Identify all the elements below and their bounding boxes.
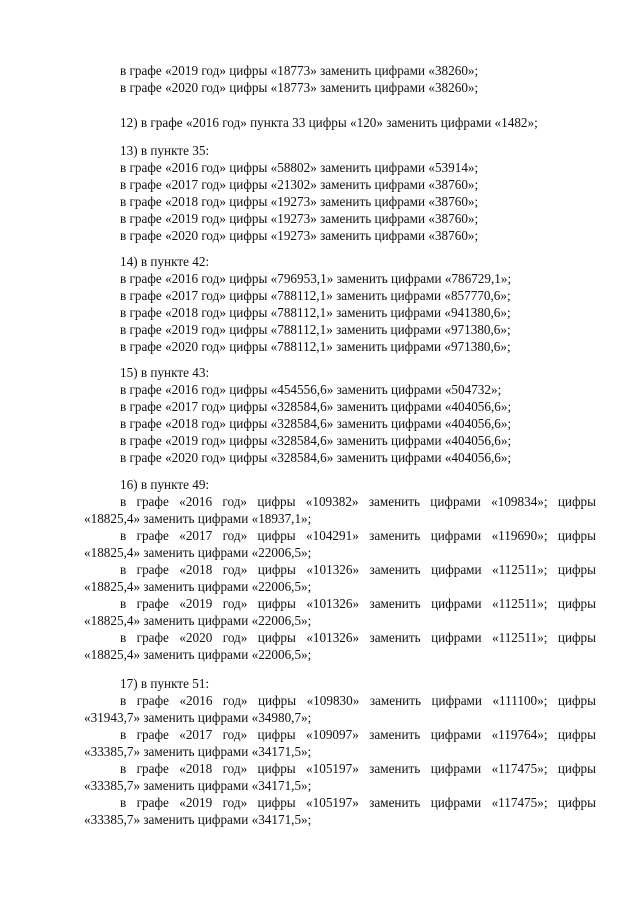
text-line: «18825,4» заменить цифрами «22006,5»; xyxy=(84,613,312,628)
text-line: в графе «2019 год» цифры «328584,6» заменить цифрами «404056,6»; xyxy=(120,433,512,448)
text-line: «33385,7» заменить цифрами «34171,5»; xyxy=(84,744,312,759)
item-heading: 12) в графе «2016 год» пункта 33 цифры «120» заменить цифрами «1482»; xyxy=(120,115,538,130)
item-heading: 16) в пункте 49: xyxy=(120,477,210,492)
text-line: «18825,4» заменить цифрами «22006,5»; xyxy=(84,647,312,662)
text-line: в графе «2016 год» цифры «796953,1» заменить цифрами «786729,1»; xyxy=(120,271,512,286)
text-line: в графе «2016 год» цифры «109830» заменить цифрами «111100»; цифры xyxy=(120,693,596,708)
text-line: в графе «2020 год» цифры «19273» заменить цифрами «38760»; xyxy=(120,228,479,243)
text-line: «33385,7» заменить цифрами «34171,5»; xyxy=(84,812,312,827)
text-line: в графе «2016 год» цифры «109382» заменить цифрами «109834»; цифры xyxy=(120,494,596,509)
amendment-block-15 xyxy=(84,364,596,466)
text-line: в графе «2017 год» цифры «21302» заменить цифрами «38760»; xyxy=(120,177,479,192)
text-line: «33385,7» заменить цифрами «34171,5»; xyxy=(84,778,312,793)
text-line: в графе «2018 год» цифры «101326» заменить цифрами «112511»; цифры xyxy=(120,562,596,577)
item-heading: 15) в пункте 43: xyxy=(120,365,210,380)
text-line: в графе «2020 год» цифры «788112,1» заменить цифрами «971380,6»; xyxy=(120,339,511,354)
amendment-block-12 xyxy=(84,114,596,131)
text-line: в графе «2019 год» цифры «19273» заменить цифрами «38760»; xyxy=(120,211,479,226)
text-line: в графе «2016 год» цифры «58802» заменить цифрами «53914»; xyxy=(120,160,479,175)
text-line: в графе «2018 год» цифры «19273» заменить цифрами «38760»; xyxy=(120,194,479,209)
text-line: «18825,4» заменить цифрами «18937,1»; xyxy=(84,511,312,526)
text-line: «18825,4» заменить цифрами «22006,5»; xyxy=(84,579,312,594)
text-line: «31943,7» заменить цифрами «34980,7»; xyxy=(84,710,312,725)
text-line: в графе «2018 год» цифры «328584,6» заменить цифрами «404056,6»; xyxy=(120,416,512,431)
amendment-block-17 xyxy=(84,675,596,828)
text-line: в графе «2020 год» цифры «101326» заменить цифрами «112511»; цифры xyxy=(120,630,596,645)
text-line: в графе «2019 год» цифры «105197» заменить цифрами «117475»; цифры xyxy=(120,795,596,810)
amendment-block-13 xyxy=(84,142,596,244)
item-heading: 13) в пункте 35: xyxy=(120,143,210,158)
text-line: в графе «2016 год» цифры «454556,6» заменить цифрами «504732»; xyxy=(120,382,502,397)
text-line: в графе «2018 год» цифры «788112,1» заменить цифрами «941380,6»; xyxy=(120,305,511,320)
text-line: «18825,4» заменить цифрами «22006,5»; xyxy=(84,545,312,560)
text-line: в графе «2019 год» цифры «18773» заменить цифрами «38260»; xyxy=(120,63,479,78)
text-line: в графе «2020 год» цифры «18773» заменить цифрами «38260»; xyxy=(120,80,479,95)
text-line: в графе «2018 год» цифры «105197» заменить цифрами «117475»; цифры xyxy=(120,761,596,776)
item-heading: 17) в пункте 51: xyxy=(120,676,210,691)
text-line: в графе «2019 год» цифры «101326» заменить цифрами «112511»; цифры xyxy=(120,596,596,611)
text-line: в графе «2017 год» цифры «104291» заменить цифрами «119690»; цифры xyxy=(120,528,596,543)
amendment-block-16 xyxy=(84,476,596,663)
amendment-block-14 xyxy=(84,253,596,355)
amendment-block-continuation xyxy=(84,62,596,96)
text-line: в графе «2020 год» цифры «328584,6» заменить цифрами «404056,6»; xyxy=(120,450,512,465)
text-line: в графе «2017 год» цифры «788112,1» заменить цифрами «857770,6»; xyxy=(120,288,511,303)
text-line: в графе «2019 год» цифры «788112,1» заменить цифрами «971380,6»; xyxy=(120,322,511,337)
text-line: в графе «2017 год» цифры «328584,6» заменить цифрами «404056,6»; xyxy=(120,399,512,414)
text-line: в графе «2017 год» цифры «109097» заменить цифрами «119764»; цифры xyxy=(120,727,596,742)
item-heading: 14) в пункте 42: xyxy=(120,254,210,269)
